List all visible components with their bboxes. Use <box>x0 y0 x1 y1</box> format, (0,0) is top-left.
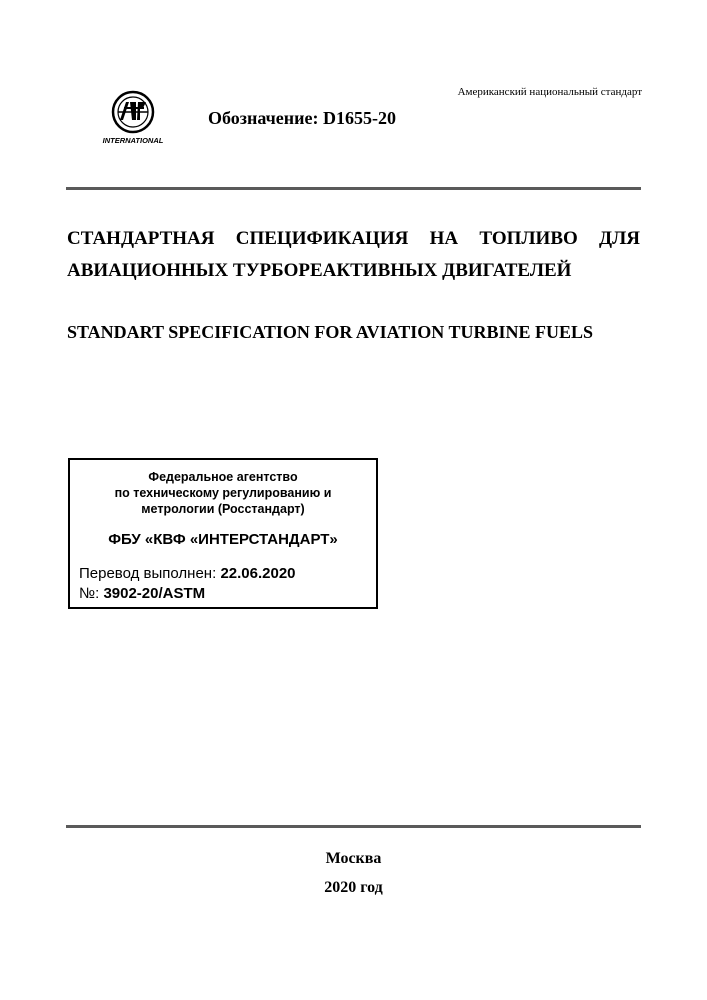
title-russian-line2: АВИАЦИОННЫХ ТУРБОРЕАКТИВНЫХ ДВИГАТЕЛЕЙ <box>67 260 572 281</box>
stamp-organization: ФБУ «КВФ «ИНТЕРСТАНДАРТ» <box>108 531 338 548</box>
title-english: STANDART SPECIFICATION FOR AVIATION TURBINE FUELS <box>67 322 593 342</box>
title-russian <box>67 223 640 287</box>
translated-label: Перевод выполнен: <box>79 565 217 582</box>
national-standard-label: Американский национальный стандарт <box>457 86 642 98</box>
translation-stamp <box>68 458 378 609</box>
stamp-agency-line2: по техническому регулированию и <box>114 486 332 500</box>
city: Москва <box>325 850 382 867</box>
number-value: 3902-20/ASTM <box>103 585 206 602</box>
bottom-divider <box>66 825 641 828</box>
number-label: №: <box>79 585 100 602</box>
top-divider <box>66 187 641 190</box>
stamp-number <box>79 585 205 602</box>
astm-logo <box>96 88 170 150</box>
logo-text: INTERNATIONAL <box>102 136 164 145</box>
designation: Обозначение: D1655-20 <box>208 108 397 128</box>
title-russian-line1: СТАНДАРТНАЯ СПЕЦИФИКАЦИЯ НА ТОПЛИВО ДЛЯ <box>67 228 640 249</box>
translated-date: 22.06.2020 <box>220 565 296 582</box>
year: 2020 год <box>324 879 383 896</box>
stamp-agency-line3: метрологии (Росстандарт) <box>141 502 305 516</box>
stamp-agency <box>70 469 376 517</box>
stamp-translation-date <box>79 565 296 582</box>
stamp-agency-line1: Федеральное агентство <box>148 470 298 484</box>
